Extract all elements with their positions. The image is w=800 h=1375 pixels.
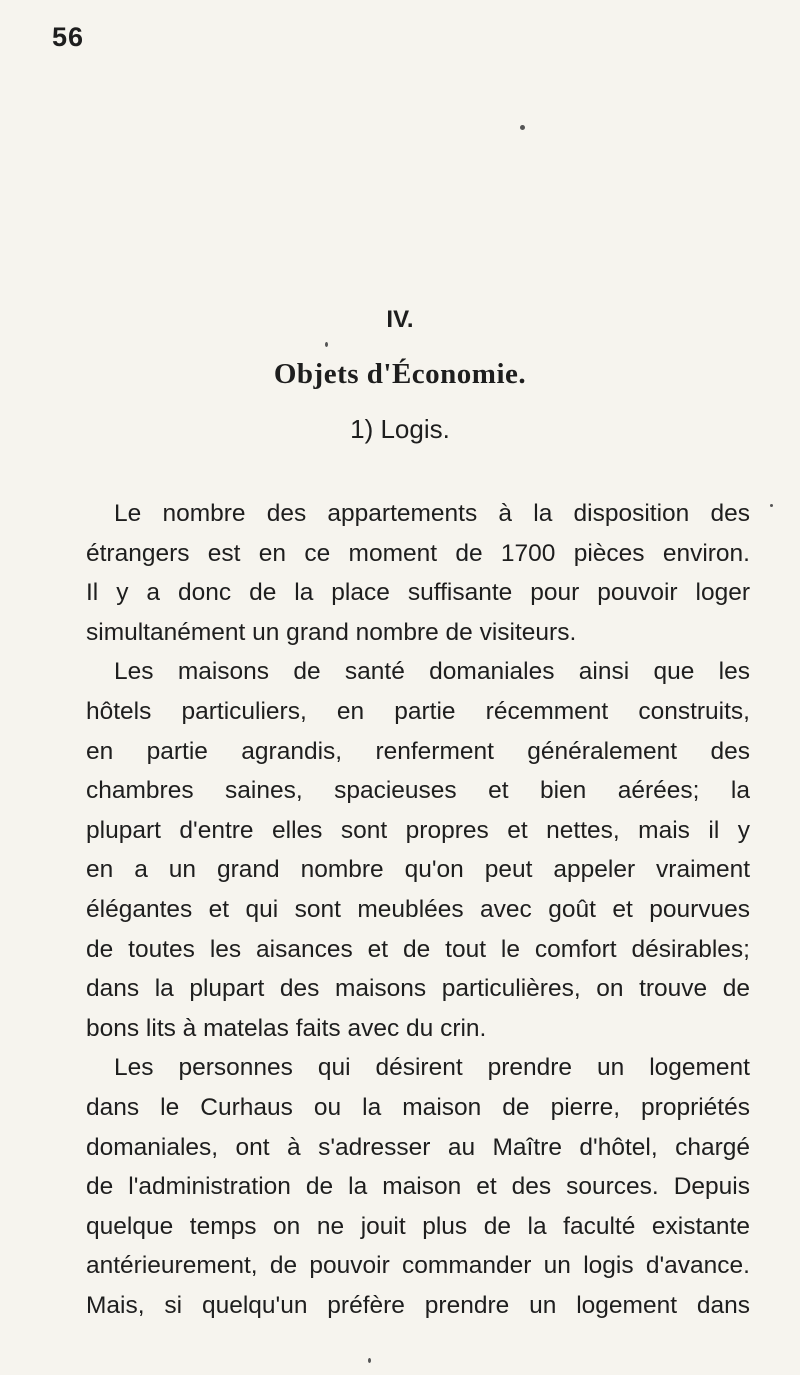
print-speck	[520, 125, 525, 130]
print-speck	[325, 342, 328, 347]
text-line: Les maisons de santé domaniales ainsi que les	[114, 658, 750, 686]
text-line: Le nombre des appartements à la disposition des	[114, 500, 750, 527]
text-line: Mais, si quelqu'un préfère prendre un logement dans	[86, 1291, 750, 1319]
text-line: en partie agrandis, renferment généralement des	[86, 737, 750, 765]
text-line: Les personnes qui désirent prendre un logement	[114, 1054, 750, 1082]
text-line: antérieurement, de pouvoir commander un logis d'avance.	[86, 1252, 750, 1280]
text-line: de toutes les aisances et de tout le comfort désirables;	[86, 935, 750, 963]
text-line: simultanément un grand nombre de visiteurs.	[86, 618, 577, 646]
subsection-heading: 1) Logis.	[350, 414, 450, 444]
print-speck	[368, 1358, 371, 1363]
text-line: dans la plupart des maisons particulières, on trouve de	[86, 975, 750, 1003]
page-number: 56	[52, 22, 85, 52]
text-line: dans le Curhaus ou la maison de pierre, propriétés	[86, 1093, 750, 1121]
text-line: en a un grand nombre qu'on peut appeler vraiment	[86, 856, 750, 884]
text-line: hôtels particuliers, en partie récemment construits,	[86, 697, 750, 725]
text-line: de l'administration de la maison et des sources. Depuis	[86, 1173, 750, 1201]
paragraph	[86, 652, 750, 1048]
text-line: bons lits à matelas faits avec du crin.	[86, 1014, 487, 1042]
text-line: élégantes et qui sont meublées avec goût et pourvues	[86, 895, 750, 923]
text-line: chambres saines, spacieuses et bien aérées; la	[86, 777, 750, 805]
text-line: domaniales, ont à s'adresser au Maître d'hôtel, chargé	[86, 1133, 750, 1161]
text-line: quelque temps on ne jouit plus de la faculté existante	[86, 1212, 750, 1240]
text-line: étrangers est en ce moment de 1700 pièces environ.	[86, 539, 750, 567]
print-speck	[770, 504, 773, 507]
section-numeral: IV.	[386, 306, 414, 333]
text-line: plupart d'entre elles sont propres et nettes, mais il y	[86, 816, 750, 844]
paragraph	[86, 494, 750, 652]
body-text	[86, 494, 750, 1325]
paragraph	[86, 1048, 750, 1325]
section-title: Objets d'Économie.	[273, 358, 527, 390]
text-line: Il y a donc de la place suffisante pour pouvoir loger	[86, 579, 750, 607]
